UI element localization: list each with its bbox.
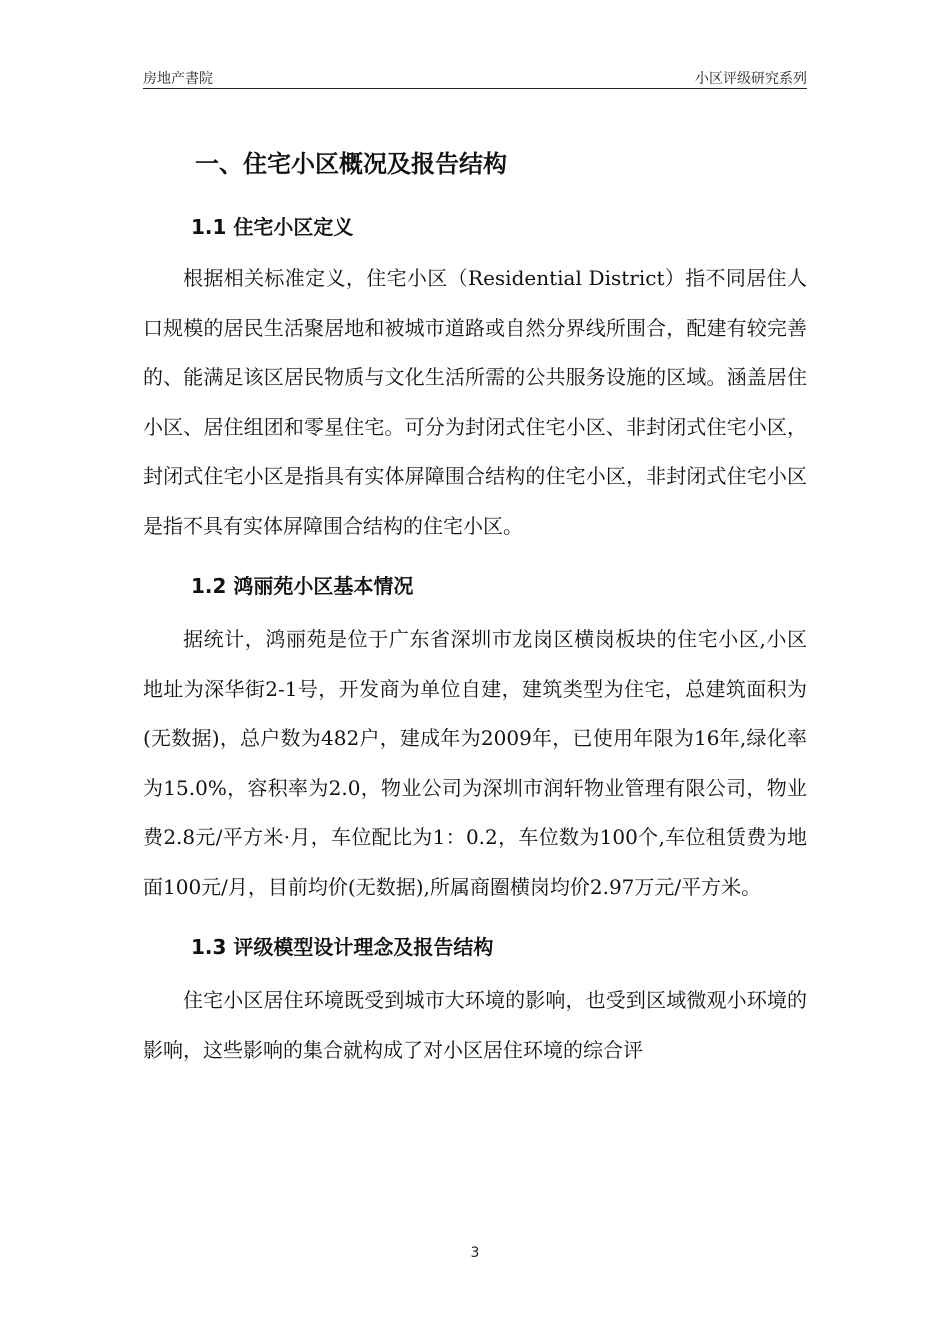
document-body xyxy=(143,140,807,1075)
section-heading-1-3: 1.3 评级模型设计理念及报告结构 xyxy=(191,935,494,959)
section-paragraph-1-1: 根据相关标准定义，住宅小区（Residential District）指不同居住人口规模的居民生活聚居地和被城市道路或自然分界线所围合，配建有较完善的、能满足该区居民物质与文化生活所需的公共服务设施的区域。涵盖居住小区、居住组团和零星住宅。可分为封闭式住宅小区、非封闭式住宅小区，封闭式住宅小区是指具有实体屏障围合结构的住宅小区，非封闭式住宅小区是指不具有实体屏障围合结构的住宅小区。 xyxy=(143,266,807,538)
page-header xyxy=(143,66,807,89)
section-heading-1-1: 1.1 住宅小区定义 xyxy=(191,215,354,239)
section-paragraph-1-2: 据统计，鸿丽苑是位于广东省深圳市龙岗区横岗板块的住宅小区,小区地址为深华街2-1号，开发商为单位自建，建筑类型为住宅，总建筑面积为(无数据)，总户数为482户，建成年为2009年，已使用年限为16年,绿化率为15.0%，容积率为2.0，物业公司为深圳市润轩物业管理有限公司，物业费2.8元/平方米·月，车位配比为1：0.2，车位数为100个,车位租赁费为地面100元/月，目前均价(无数据),所属商圈横岗均价2.97万元/平方米。 xyxy=(143,627,807,899)
chapter-title: 一、住宅小区概况及报告结构 xyxy=(195,150,507,178)
header-publisher: 房地产書院 xyxy=(143,71,213,87)
header-series-title: 小区评级研究系列 xyxy=(695,71,807,87)
page-number: 3 xyxy=(470,1245,480,1261)
section-paragraph-1-3: 住宅小区居住环境既受到城市大环境的影响，也受到区域微观小环境的影响，这些影响的集合就构成了对小区居住环境的综合评 xyxy=(143,988,807,1062)
section-heading-1-2: 1.2 鸿丽苑小区基本情况 xyxy=(191,574,414,598)
